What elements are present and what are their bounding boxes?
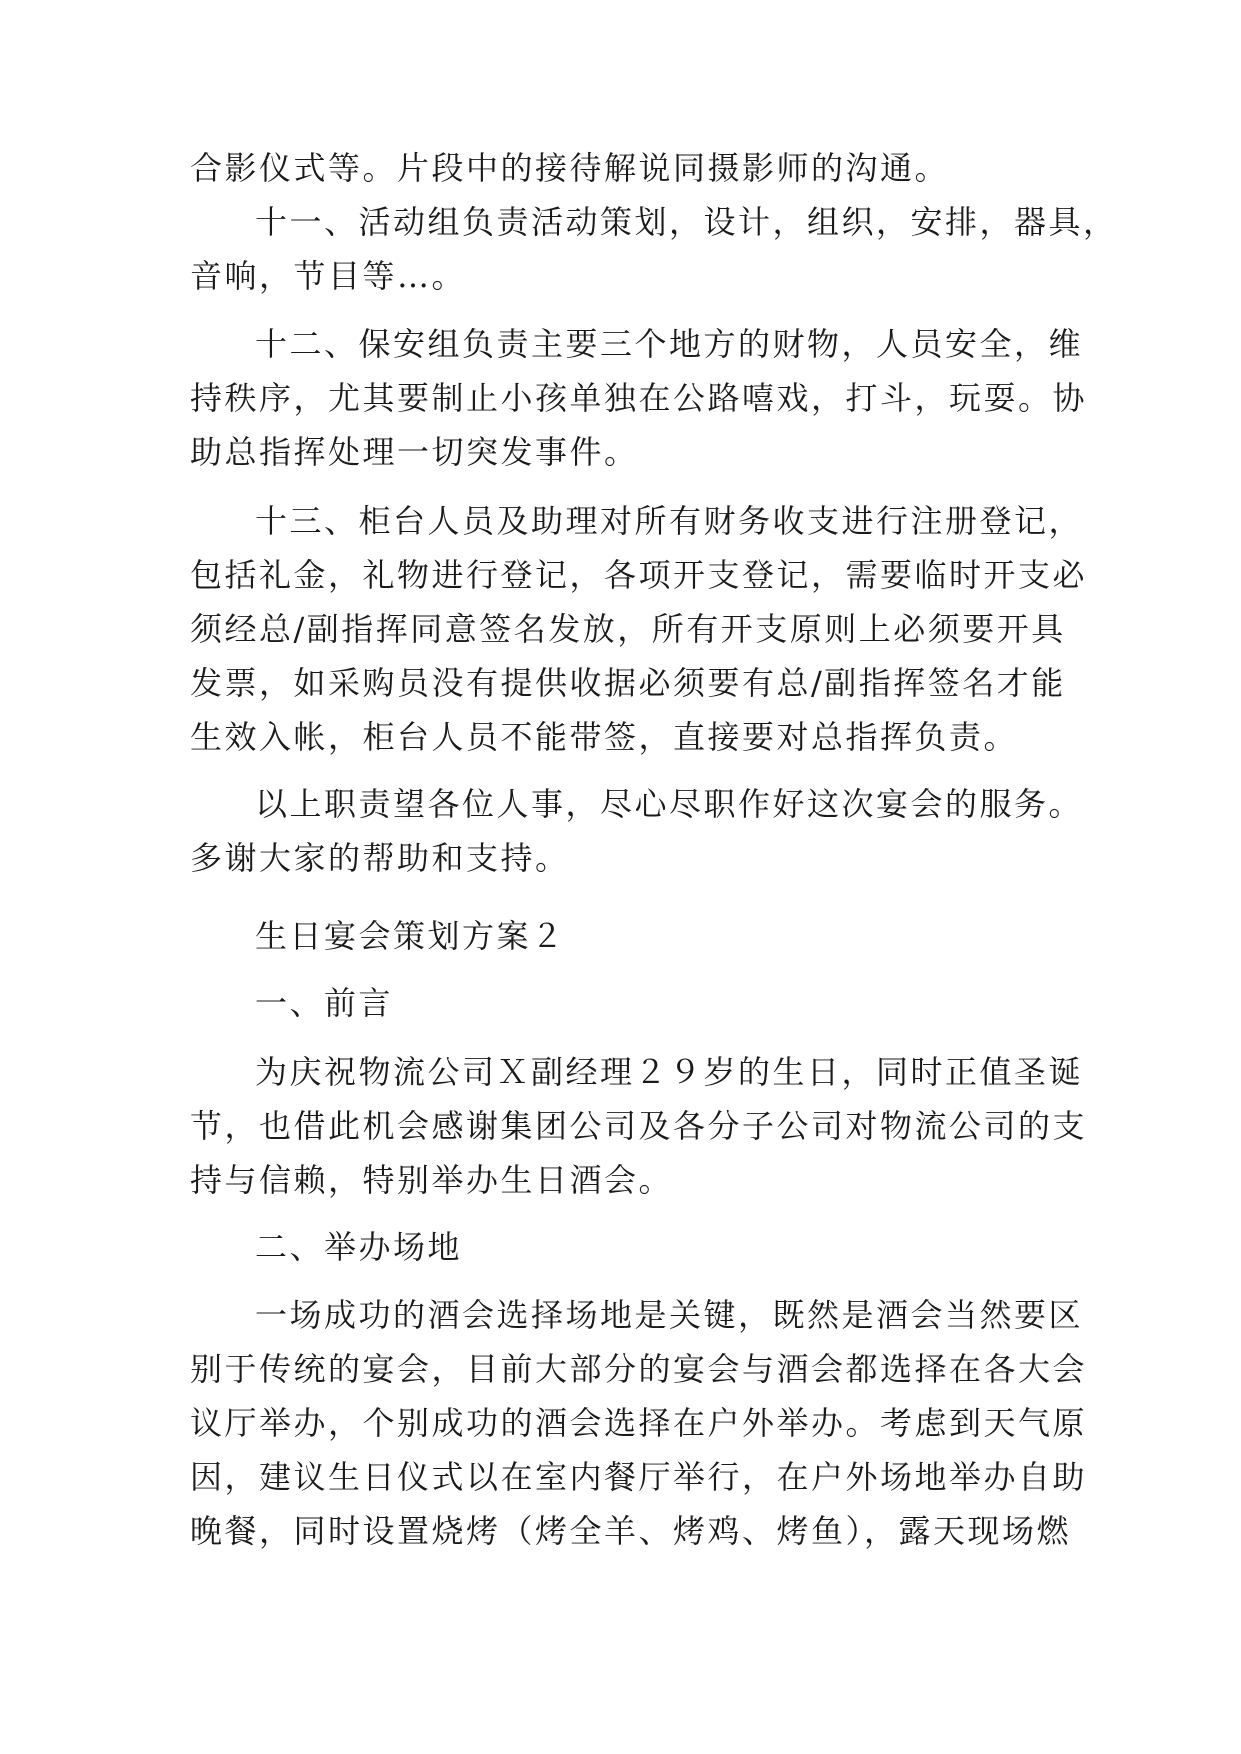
- text-line: 持秩序，尤其要制止小孩单独在公路嘻戏，打斗，玩耍。协: [190, 379, 1088, 417]
- text-line: 十二、保安组负责主要三个地方的财物，人员安全，维: [255, 325, 1084, 363]
- text-line: 以上职责望各位人事，尽心尽职作好这次宴会的服务。: [255, 785, 1084, 823]
- text-line: 为庆祝物流公司Ｘ副经理２９岁的生日，同时正值圣诞: [255, 1053, 1084, 1091]
- text-line: 多谢大家的帮助和支持。: [190, 839, 570, 877]
- text-line: 助总指挥处理一切突发事件。: [190, 433, 639, 471]
- text-line: 议厅举办，个别成功的酒会选择在户外举办。考虑到天气原: [190, 1404, 1088, 1442]
- text-line: 十三、柜台人员及助理对所有财务收支进行注册登记，: [255, 502, 1084, 540]
- section-heading: 一、前言: [255, 984, 394, 1022]
- section-heading: 生日宴会策划方案２: [255, 917, 566, 955]
- text-line: 晚餐，同时设置烧烤（烤全羊、烤鸡、烤鱼），露天现场燃: [190, 1512, 1072, 1550]
- text-line: 合影仪式等。片段中的接待解说同摄影师的沟通。: [190, 149, 950, 187]
- text-line: 别于传统的宴会，目前大部分的宴会与酒会都选择在各大会: [190, 1350, 1088, 1388]
- text-line: 发票，如采购员没有提供收据必须要有总/副指挥签名才能: [190, 664, 1066, 702]
- text-line: 持与信赖，特别举办生日酒会。: [190, 1161, 674, 1199]
- text-line: 因，建议生日仪式以在室内餐厅举行，在户外场地举办自助: [190, 1458, 1088, 1496]
- text-line: 音响，节目等…。: [190, 257, 467, 295]
- text-line: 节，也借此机会感谢集团公司及各分子公司对物流公司的支: [190, 1107, 1088, 1145]
- text-line: 十一、活动组负责活动策划，设计，组织，安排，器具，: [255, 203, 1118, 241]
- text-line: 一场成功的酒会选择场地是关键，既然是酒会当然要区: [255, 1296, 1084, 1334]
- text-line: 须经总/副指挥同意签名发放，所有开支原则上必须要开具: [190, 610, 1066, 648]
- section-heading: 二、举办场地: [255, 1228, 463, 1266]
- text-line: 包括礼金，礼物进行登记，各项开支登记，需要临时开支必: [190, 556, 1088, 594]
- text-line: 生效入帐，柜台人员不能带签，直接要对总指挥负责。: [190, 718, 1019, 756]
